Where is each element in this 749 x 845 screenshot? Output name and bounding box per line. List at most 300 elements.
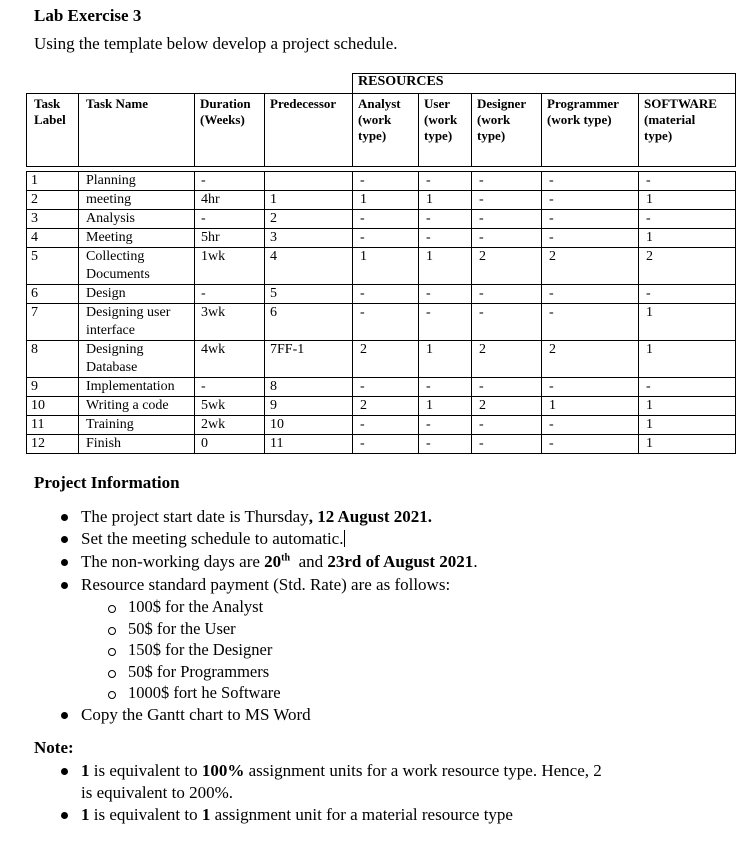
cell-software: [646, 210, 736, 228]
task-name-line: Designing: [86, 342, 144, 357]
cell-software-value: -: [646, 286, 651, 301]
note1-b1: 1: [81, 761, 90, 780]
header-col-rule: [352, 93, 353, 166]
cell-duration-value: 5hr: [201, 230, 220, 245]
meeting-text: Set the meeting schedule to automatic.: [81, 529, 344, 548]
cell-user-value: -: [426, 417, 431, 432]
task-name-line: Writing a code: [86, 398, 169, 413]
column-header-line: type): [644, 128, 673, 143]
cell-user-value: 1: [426, 249, 433, 264]
cell-predecessor-value: 4: [270, 249, 277, 264]
bullet-icon: [61, 712, 68, 719]
header-col-rule: [541, 93, 542, 166]
cell-software: [646, 341, 736, 377]
body-col-rule: [352, 171, 353, 453]
cell-analyst: [360, 172, 418, 190]
cell-software-value: 1: [646, 192, 653, 207]
cell-user-value: -: [426, 436, 431, 451]
rate-item: 150$ for the Designer: [128, 640, 273, 659]
cell-duration: [201, 248, 264, 284]
cell-software: [646, 304, 736, 340]
header-col-rule: [638, 93, 639, 166]
cell-programmer-value: 1: [549, 398, 556, 413]
cell-designer-value: -: [479, 173, 484, 188]
cell-software-value: -: [646, 211, 651, 226]
cell-software: [646, 285, 736, 303]
cell-user-value: 1: [426, 398, 433, 413]
cell-duration: [201, 435, 264, 453]
cell-programmer-value: -: [549, 173, 554, 188]
cell-analyst-value: 2: [360, 342, 367, 357]
cell-predecessor-value: 1: [270, 192, 277, 207]
body-col-rule: [418, 171, 419, 453]
column-header-line: (Weeks): [200, 112, 245, 127]
cell-label-value: 9: [31, 379, 38, 394]
cell-label-value: 5: [31, 249, 38, 264]
column-header-line: Programmer: [547, 96, 619, 111]
cell-designer-value: -: [479, 417, 484, 432]
cell-designer-value: 2: [479, 342, 486, 357]
cell-analyst-value: -: [360, 417, 365, 432]
cell-label: [31, 248, 78, 284]
body-col-rule: [471, 171, 472, 453]
resources-header-text: RESOURCES: [358, 74, 444, 89]
cell-user: [426, 435, 471, 453]
cell-predecessor-value: 10: [270, 417, 284, 432]
bullet-icon: [61, 812, 68, 819]
cell-programmer-value: -: [549, 436, 554, 451]
cell-analyst-value: 1: [360, 249, 367, 264]
start-date-prefix: The project start date is Thursday: [81, 507, 309, 526]
cell-duration: [201, 416, 264, 434]
cell-predecessor-value: 2: [270, 211, 277, 226]
cell-user-value: -: [426, 286, 431, 301]
cell-name: [86, 397, 194, 415]
cell-duration: [201, 191, 264, 209]
cell-designer-value: -: [479, 379, 484, 394]
column-header-software: [644, 96, 736, 165]
cell-user-value: -: [426, 230, 431, 245]
cell-label: [31, 378, 78, 396]
sub-bullet-icon: [108, 670, 116, 678]
cell-duration-value: 0: [201, 436, 208, 451]
non-working-mid: and: [290, 552, 328, 571]
column-header-line: Label: [34, 112, 66, 127]
task-name-line: Planning: [86, 173, 136, 188]
cell-predecessor: [270, 229, 352, 247]
cell-label-value: 1: [31, 173, 38, 188]
cell-name: [86, 191, 194, 209]
cell-predecessor: [270, 172, 352, 190]
note-item-1: [81, 761, 602, 781]
cell-predecessor-value: 6: [270, 305, 277, 320]
cell-label-value: 3: [31, 211, 38, 226]
cell-designer-value: -: [479, 230, 484, 245]
cell-name: [86, 378, 194, 396]
cell-name: [86, 229, 194, 247]
cell-software: [646, 172, 736, 190]
cell-label-value: 10: [31, 398, 45, 413]
column-header-line: type): [424, 128, 453, 143]
cell-designer-value: 2: [479, 249, 486, 264]
cell-predecessor: [270, 416, 352, 434]
cell-label: [31, 172, 78, 190]
cell-analyst-value: -: [360, 305, 365, 320]
sub-bullet-icon: [108, 648, 116, 656]
cell-programmer-value: 2: [549, 342, 556, 357]
cell-user-value: -: [426, 173, 431, 188]
body-col-rule: [78, 171, 79, 453]
cell-software: [646, 416, 736, 434]
cell-designer: [479, 229, 541, 247]
project-information-heading: Project Information: [34, 473, 180, 492]
cell-name: [86, 285, 194, 303]
cell-designer-value: -: [479, 305, 484, 320]
cell-label-value: 4: [31, 230, 38, 245]
column-header-analyst: [358, 96, 418, 165]
column-header-line: type): [358, 128, 387, 143]
rate-item: 100$ for the Analyst: [128, 597, 264, 616]
bullet-icon: [61, 582, 68, 589]
column-header-predecessor: [270, 96, 352, 165]
note2-t2: assignment unit for a material resource type: [210, 805, 513, 824]
cell-software-value: 1: [646, 305, 653, 320]
cell-duration-value: 2wk: [201, 417, 226, 432]
column-header-line: Analyst: [358, 96, 401, 111]
cell-name: [86, 172, 194, 190]
cell-software-value: 1: [646, 342, 653, 357]
non-working-prefix: The non-working days are: [81, 552, 265, 571]
task-name-line: Documents: [86, 267, 150, 282]
cell-user: [426, 229, 471, 247]
cell-duration: [201, 210, 264, 228]
payment-intro: Resource standard payment (Std. Rate) are as follows:: [81, 575, 451, 594]
cell-name: [86, 304, 194, 340]
note1-t1: is equivalent to: [89, 761, 202, 780]
cell-software-value: 1: [646, 417, 653, 432]
note-item-1-line2: is equivalent to 200%.: [81, 783, 234, 802]
cell-name: [86, 435, 194, 453]
cell-programmer-value: -: [549, 305, 554, 320]
column-header-line: Task Name: [86, 96, 149, 111]
cell-predecessor: [270, 304, 352, 340]
cell-programmer-value: -: [549, 192, 554, 207]
cell-software-value: 1: [646, 436, 653, 451]
cell-analyst: [360, 285, 418, 303]
cell-label: [31, 191, 78, 209]
column-header-programmer: [547, 96, 638, 165]
column-header-line: Task: [34, 96, 61, 111]
header-col-rule: [418, 93, 419, 166]
cell-duration: [201, 285, 264, 303]
body-col-rule: [638, 171, 639, 453]
cell-designer: [479, 248, 541, 284]
cell-designer: [479, 210, 541, 228]
table-bottom-rule: [26, 453, 736, 454]
cell-software: [646, 191, 736, 209]
cell-duration-value: -: [201, 211, 206, 226]
cell-predecessor-value: 11: [270, 436, 284, 451]
cell-user: [426, 378, 471, 396]
cell-name: [86, 210, 194, 228]
cell-predecessor: [270, 378, 352, 396]
cell-designer: [479, 416, 541, 434]
task-name-line: Collecting: [86, 249, 145, 264]
task-name-line: interface: [86, 323, 135, 338]
cell-label: [31, 210, 78, 228]
cell-label-value: 8: [31, 342, 38, 357]
cell-duration: [201, 378, 264, 396]
sub-bullet-icon: [108, 691, 116, 699]
column-header-name: [86, 96, 194, 165]
cell-duration: [201, 397, 264, 415]
body-col-rule: [541, 171, 542, 453]
bullet-icon: [61, 536, 68, 543]
cell-label-value: 12: [31, 436, 45, 451]
cell-user-value: 1: [426, 342, 433, 357]
cell-analyst-value: -: [360, 379, 365, 394]
column-header-line: (work type): [547, 112, 612, 127]
bullet-icon: [61, 768, 68, 775]
column-header-line: SOFTWARE: [644, 96, 717, 111]
cell-label-value: 7: [31, 305, 38, 320]
cell-user: [426, 304, 471, 340]
cell-duration-value: 5wk: [201, 398, 226, 413]
cell-programmer: [549, 435, 638, 453]
bullet-icon: [61, 559, 68, 566]
non-working-day1-sup: th: [281, 552, 291, 564]
task-name-line: Design: [86, 286, 126, 301]
body-col-rule: [26, 171, 27, 453]
note1-t2: assignment units for a work resource type. Hence, 2: [244, 761, 602, 780]
cell-predecessor: [270, 435, 352, 453]
cell-programmer: [549, 341, 638, 377]
cell-designer: [479, 304, 541, 340]
note-item-2: [81, 805, 513, 825]
column-header-line: (work: [358, 112, 392, 127]
cell-software: [646, 378, 736, 396]
cell-analyst: [360, 341, 418, 377]
cell-analyst-value: -: [360, 211, 365, 226]
resources-header: [358, 74, 558, 92]
task-name-line: Database: [86, 360, 138, 375]
cell-predecessor: [270, 191, 352, 209]
cell-software-value: -: [646, 173, 651, 188]
cell-label: [31, 397, 78, 415]
cell-duration-value: 4wk: [201, 342, 226, 357]
non-working-suffix: .: [473, 552, 478, 571]
cell-label: [31, 435, 78, 453]
sub-bullet-icon: [108, 605, 116, 613]
cell-programmer: [549, 378, 638, 396]
cell-duration-value: 1wk: [201, 249, 226, 264]
cell-label: [31, 416, 78, 434]
rate-item: 50$ for the User: [128, 618, 236, 638]
task-name-line: Implementation: [86, 379, 175, 394]
cell-predecessor: [270, 248, 352, 284]
cell-user: [426, 248, 471, 284]
cell-duration-value: -: [201, 379, 206, 394]
column-header-label: [34, 96, 78, 165]
header-top-rule: [26, 93, 736, 94]
cell-programmer-value: -: [549, 286, 554, 301]
note2-b2: 1: [201, 805, 211, 824]
start-date-value: , 12 August 2021.: [308, 507, 432, 526]
cell-predecessor: [270, 341, 352, 377]
cell-analyst-value: -: [360, 173, 365, 188]
cell-analyst: [360, 210, 418, 228]
cell-designer: [479, 285, 541, 303]
cell-designer: [479, 191, 541, 209]
cell-software-value: -: [646, 379, 651, 394]
body-col-rule: [264, 171, 265, 453]
cell-label: [31, 341, 78, 377]
cell-analyst-value: -: [360, 436, 365, 451]
task-name-line: Designing user: [86, 305, 171, 320]
cell-analyst: [360, 248, 418, 284]
header-col-rule: [78, 93, 79, 166]
column-header-line: Duration: [200, 96, 251, 111]
cell-label: [31, 285, 78, 303]
cell-duration: [201, 304, 264, 340]
cell-analyst-value: 2: [360, 398, 367, 413]
cell-name: [86, 248, 194, 284]
cell-software: [646, 229, 736, 247]
note-heading: [34, 738, 74, 758]
cell-duration-value: 3wk: [201, 305, 226, 320]
cell-designer: [479, 341, 541, 377]
cell-software: [646, 248, 736, 284]
cell-label: [31, 229, 78, 247]
non-working-day2: 23rd of August 2021: [327, 552, 474, 571]
cell-predecessor: [270, 210, 352, 228]
cell-user-value: -: [426, 379, 431, 394]
column-header-user: [424, 96, 471, 165]
resources-right-rule: [735, 73, 736, 93]
cell-designer: [479, 435, 541, 453]
cell-software: [646, 397, 736, 415]
cell-software-value: 1: [646, 398, 653, 413]
cell-predecessor-value: 7FF-1: [270, 342, 305, 357]
task-name-line: Meeting: [86, 230, 133, 245]
cell-programmer: [549, 229, 638, 247]
cell-predecessor: [270, 397, 352, 415]
cell-programmer: [549, 304, 638, 340]
meeting-item: [81, 529, 345, 549]
cell-programmer-value: 2: [549, 249, 556, 264]
cell-predecessor-value: 5: [270, 286, 277, 301]
cell-analyst-value: -: [360, 230, 365, 245]
cell-duration-value: -: [201, 286, 206, 301]
cell-programmer-value: -: [549, 417, 554, 432]
body-col-rule: [194, 171, 195, 453]
note2-t1: is equivalent to: [89, 805, 202, 824]
cell-label-value: 2: [31, 192, 38, 207]
cell-designer: [479, 172, 541, 190]
cell-software: [646, 435, 736, 453]
rate-item: 1000$ fort he Software: [128, 683, 281, 702]
task-name-line: Analysis: [86, 211, 135, 226]
cell-programmer: [549, 191, 638, 209]
cell-user: [426, 285, 471, 303]
note-heading-text: Note:: [34, 738, 74, 757]
note2-b1: 1: [81, 805, 90, 824]
column-header-line: (work: [424, 112, 458, 127]
cell-predecessor-value: 8: [270, 379, 277, 394]
cell-user-value: -: [426, 211, 431, 226]
cell-programmer: [549, 210, 638, 228]
cell-user: [426, 191, 471, 209]
cell-duration: [201, 229, 264, 247]
cell-user: [426, 172, 471, 190]
cell-designer-value: -: [479, 286, 484, 301]
cell-user: [426, 416, 471, 434]
cell-user: [426, 397, 471, 415]
document-intro: Using the template below develop a project schedule.: [34, 34, 398, 53]
cell-duration: [201, 341, 264, 377]
cell-analyst: [360, 397, 418, 415]
cell-predecessor-value: 9: [270, 398, 277, 413]
cell-predecessor: [270, 285, 352, 303]
cell-name: [86, 341, 194, 377]
header-col-rule: [264, 93, 265, 166]
rate-item: 50$ for Programmers: [128, 661, 270, 681]
cell-designer-value: -: [479, 192, 484, 207]
column-header-duration: [200, 96, 264, 165]
header-col-rule: [471, 93, 472, 166]
cell-programmer-value: -: [549, 211, 554, 226]
cell-user-value: 1: [426, 192, 433, 207]
cell-programmer: [549, 285, 638, 303]
header-bottom-rule: [26, 166, 736, 167]
cell-analyst: [360, 435, 418, 453]
column-header-line: User: [424, 96, 450, 111]
cell-label: [31, 304, 78, 340]
cell-analyst: [360, 378, 418, 396]
cell-programmer-value: -: [549, 230, 554, 245]
cell-designer-value: -: [479, 436, 484, 451]
cell-analyst: [360, 304, 418, 340]
cell-analyst: [360, 229, 418, 247]
cell-programmer: [549, 416, 638, 434]
non-working-item: [81, 552, 478, 572]
note1-b2: 100%: [201, 761, 245, 780]
cell-analyst: [360, 191, 418, 209]
task-name-line: Finish: [86, 436, 122, 451]
cell-label-value: 11: [31, 417, 45, 432]
cell-programmer-value: -: [549, 379, 554, 394]
header-col-rule: [26, 93, 27, 166]
cell-duration: [201, 172, 264, 190]
cell-analyst-value: -: [360, 286, 365, 301]
bullet-icon: [61, 514, 68, 521]
cell-user: [426, 341, 471, 377]
cell-designer-value: 2: [479, 398, 486, 413]
cell-software-value: 1: [646, 230, 653, 245]
cell-duration-value: -: [201, 173, 206, 188]
document-title: Lab Exercise 3: [34, 6, 142, 25]
sub-bullet-icon: [108, 627, 116, 635]
cell-user-value: -: [426, 305, 431, 320]
non-working-day1: 20: [264, 552, 282, 571]
cell-name: [86, 416, 194, 434]
column-header-line: Predecessor: [270, 96, 337, 111]
task-name-line: Training: [86, 417, 134, 432]
cell-programmer: [549, 172, 638, 190]
column-header-designer: [477, 96, 541, 165]
cell-analyst: [360, 416, 418, 434]
cell-label-value: 6: [31, 286, 38, 301]
